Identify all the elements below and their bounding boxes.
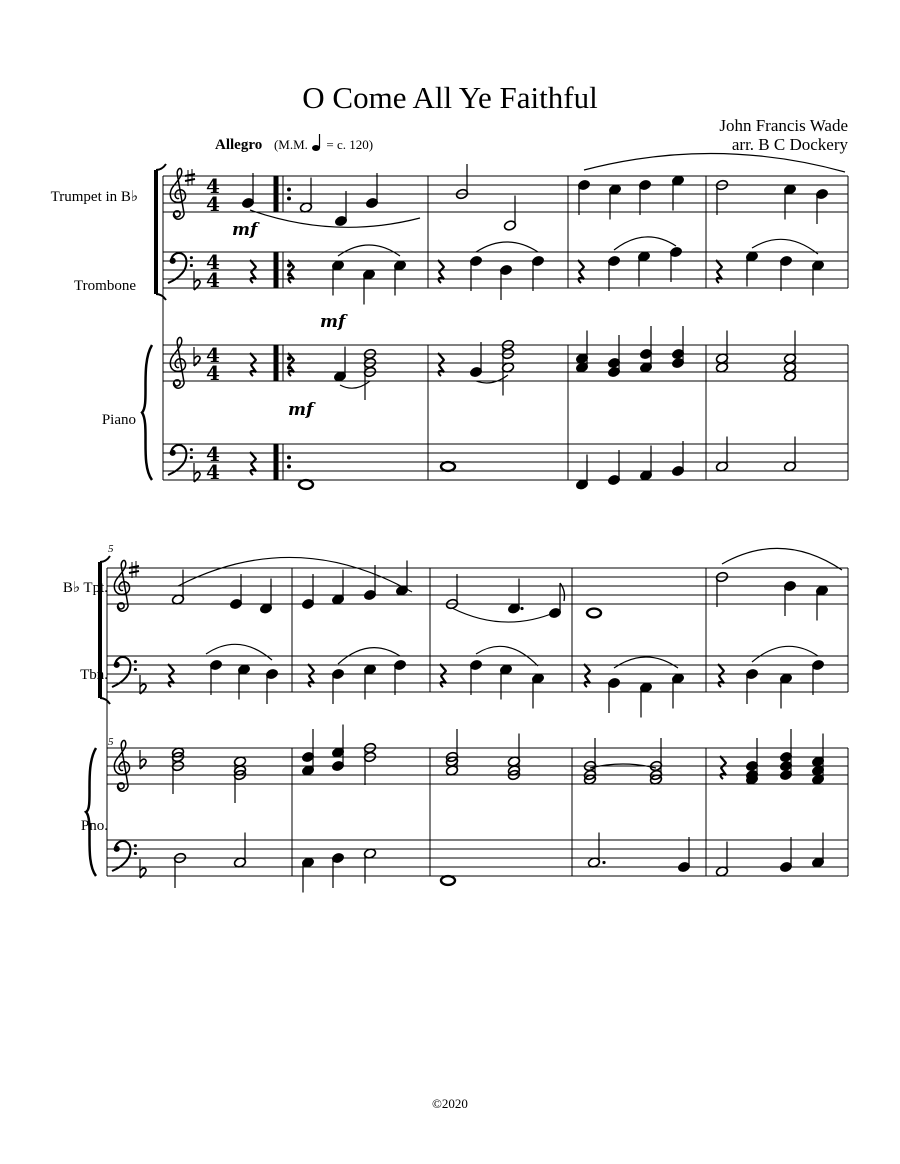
instrument-label-trumpet: Trumpet in B♭ (50, 189, 138, 205)
bracket-bottom (100, 698, 110, 704)
repeat-dot (287, 197, 291, 201)
tempo-mm-value: = c. 120) (326, 137, 374, 152)
phrase-slur (584, 153, 845, 172)
bass-clef (169, 253, 193, 283)
phrase-slur (178, 557, 412, 592)
repeat-dot (287, 456, 291, 460)
bass-clef (113, 657, 137, 687)
use (718, 664, 724, 687)
tie-slur (250, 210, 420, 227)
time-sig-numerator: 4 (206, 343, 220, 367)
use (288, 260, 294, 283)
bracket-top (100, 556, 110, 562)
time-sig-numerator: 4 (206, 174, 220, 198)
use (308, 664, 314, 687)
key-flat (194, 463, 200, 482)
bracket-bottom (156, 294, 166, 300)
whole-note (587, 609, 601, 618)
instrument-label-trombone-short: Tbn. (80, 667, 108, 683)
piano-brace (86, 748, 96, 876)
use (578, 260, 584, 283)
slur (452, 608, 556, 622)
use (440, 664, 446, 687)
key-flat (194, 271, 200, 290)
slur (476, 242, 538, 252)
bass-clef (113, 841, 137, 871)
use (438, 260, 444, 283)
bass-clef (169, 445, 193, 475)
dynamic-trumpet: mf (232, 220, 258, 240)
use (584, 664, 590, 687)
arranger-name: arr. B C Dockery (731, 135, 848, 154)
key-sharp (129, 561, 139, 578)
time-sig-denominator: 4 (206, 268, 220, 292)
time-sig-denominator: 4 (206, 460, 220, 484)
dot (602, 861, 605, 864)
whole-note (441, 462, 455, 471)
quarter-rest (250, 353, 256, 376)
key-sharp (185, 169, 195, 186)
time-sig-denominator: 4 (206, 361, 220, 385)
instrument-label-trombone: Trombone (74, 278, 136, 294)
key-flat (140, 675, 146, 694)
slur (338, 245, 400, 256)
time-sig-denominator: 4 (206, 192, 220, 216)
piano-brace (142, 345, 152, 480)
instrument-label-trumpet-short: B♭ Tpt. (62, 580, 108, 596)
measure-number-piano-system2: 5 (108, 736, 114, 748)
use (438, 353, 444, 376)
time-sig-numerator: 4 (206, 442, 220, 466)
quarter-rest (250, 260, 256, 283)
use (716, 260, 722, 283)
repeat-dot (287, 188, 291, 192)
slur (752, 646, 818, 662)
dynamic-trombone: mf (320, 312, 346, 332)
instrument-label-piano-short: Pno. (80, 818, 108, 834)
use (288, 353, 294, 376)
slur (614, 237, 676, 250)
measure-number-system2: 5 (108, 543, 114, 555)
instrument-label-piano: Piano (101, 412, 136, 428)
key-flat (140, 859, 146, 878)
tempo-mm-prefix: (M.M. (273, 137, 308, 152)
slur (206, 644, 272, 660)
bracket-top (156, 164, 166, 170)
dot (520, 607, 523, 610)
whole-note (299, 480, 313, 489)
composer-name: John Francis Wade (719, 116, 848, 135)
copyright-notice: ©2020 (432, 1096, 468, 1111)
dynamic-piano: mf (288, 400, 314, 420)
time-sig-numerator: 4 (206, 250, 220, 274)
whole-note (441, 876, 455, 885)
tempo-word: Allegro (215, 137, 263, 153)
phrase-slur (722, 548, 842, 570)
use (168, 664, 174, 687)
use (720, 756, 726, 779)
repeat-dot (287, 465, 291, 469)
quarter-rest (250, 452, 256, 475)
score-title: O Come All Ye Faithful (302, 80, 598, 115)
slur (614, 657, 678, 668)
